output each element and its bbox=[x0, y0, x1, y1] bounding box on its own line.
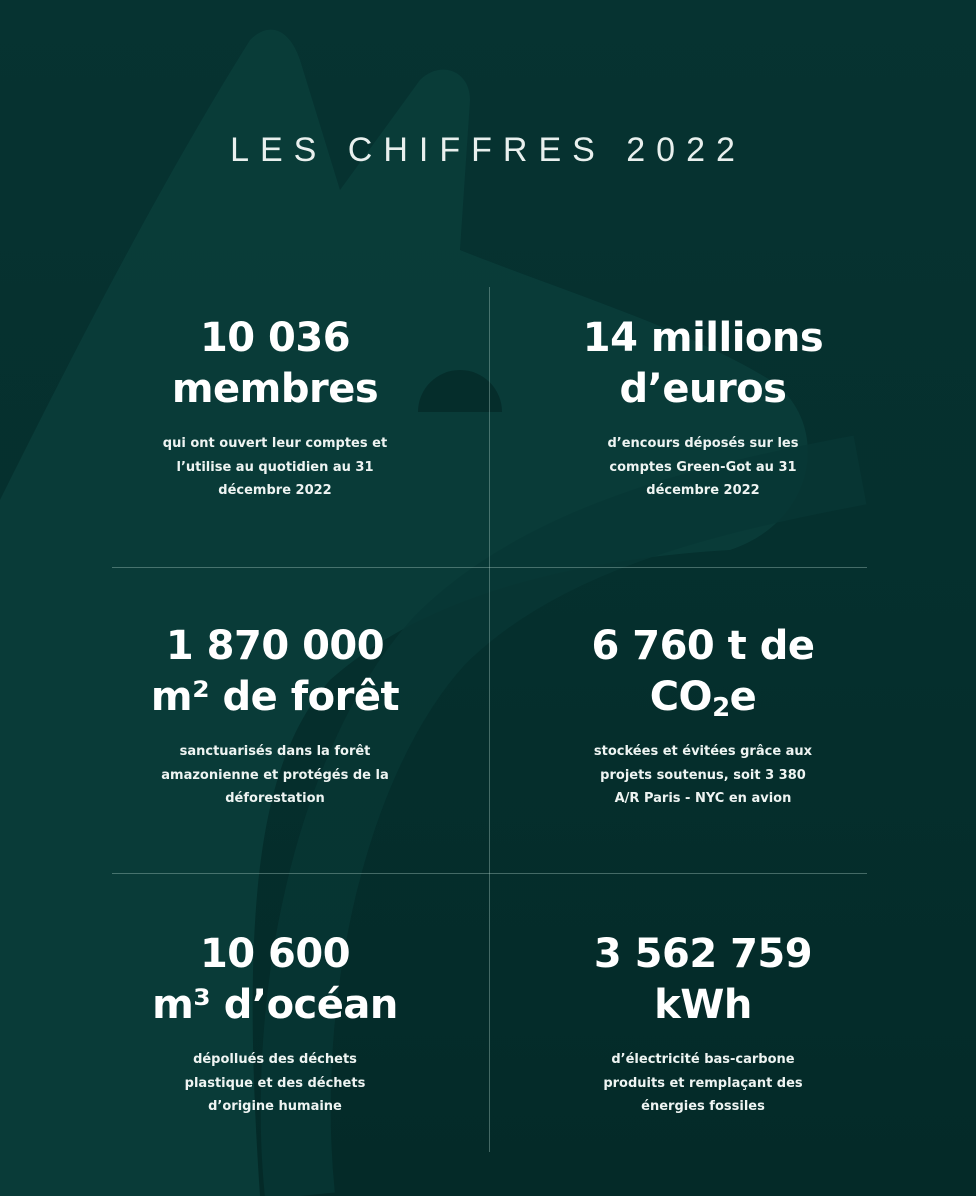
horizontal-divider bbox=[112, 567, 867, 568]
stat-value-line: m² de forêt bbox=[150, 674, 400, 720]
stat-value-line bbox=[538, 672, 868, 723]
stat-description: qui ont ouvert leur comptes et l’utilise au quotidien au 31 décembre 2022 bbox=[162, 436, 388, 498]
stat-value-line: 10 600 bbox=[199, 931, 351, 977]
horizontal-divider bbox=[112, 873, 867, 874]
stat-card-members bbox=[110, 313, 440, 503]
stat-value-line: 1 870 000 bbox=[165, 623, 385, 669]
stat-value bbox=[538, 313, 868, 415]
page-title: LES CHIFFRES 2022 bbox=[230, 131, 746, 169]
stat-card-energy bbox=[538, 929, 868, 1119]
stat-value-line: 3 562 759 bbox=[593, 931, 813, 977]
stat-value bbox=[110, 929, 440, 1031]
stat-card-deposits bbox=[538, 313, 868, 503]
stat-value bbox=[110, 621, 440, 723]
stat-value-line: 14 millions bbox=[582, 315, 824, 361]
stat-value-line: 10 036 bbox=[199, 315, 351, 361]
stat-value-line: membres bbox=[171, 366, 379, 412]
stat-description: stockées et évitées grâce aux projets soutenus, soit 3 380 A/R Paris - NYC en avion bbox=[593, 744, 813, 806]
stat-value bbox=[110, 313, 440, 415]
vertical-divider bbox=[489, 287, 490, 1152]
stat-description: d’encours déposés sur les comptes Green-Got au 31 décembre 2022 bbox=[607, 436, 799, 498]
stat-value-line: kWh bbox=[654, 982, 752, 1028]
stat-description: d’électricité bas-carbone produits et remplaçant des énergies fossiles bbox=[603, 1052, 803, 1114]
co2-subscript: 2 bbox=[712, 693, 730, 723]
stat-value-line: m³ d’océan bbox=[152, 982, 398, 1028]
stat-card-ocean bbox=[110, 929, 440, 1119]
stat-description: dépollués des déchets plastique et des déchets d’origine humaine bbox=[184, 1052, 366, 1114]
stat-description: sanctuarisés dans la forêt amazonienne et protégés de la déforestation bbox=[161, 744, 389, 806]
stat-value-line: d’euros bbox=[619, 366, 787, 412]
stat-card-forest bbox=[110, 621, 440, 811]
stat-value bbox=[538, 929, 868, 1031]
stat-value bbox=[538, 621, 868, 723]
stat-value-line: 6 760 t de bbox=[591, 623, 815, 669]
stat-card-co2 bbox=[538, 621, 868, 811]
co2-prefix: CO bbox=[649, 674, 713, 720]
co2-suffix: e bbox=[729, 674, 757, 720]
